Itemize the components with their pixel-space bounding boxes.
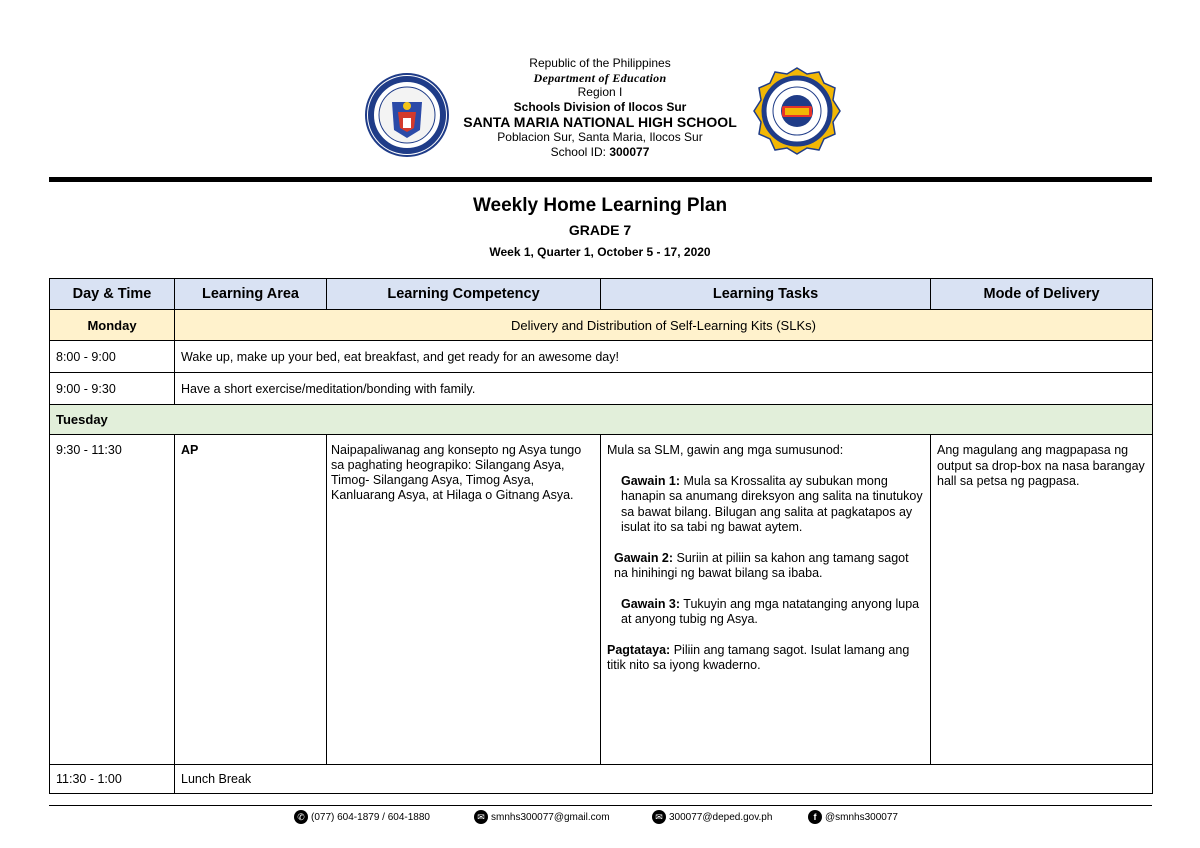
header-mode-of-delivery: Mode of Delivery <box>931 279 1153 310</box>
header-divider <box>49 177 1152 182</box>
day-monday: Monday <box>50 310 175 341</box>
footer-facebook: f @smnhs300077 <box>808 810 898 824</box>
deped-seal-icon <box>364 72 450 158</box>
tasks-intro: Mula sa SLM, gawin ang mga sumusunod: <box>607 443 844 457</box>
learning-area-cell: AP <box>175 435 327 765</box>
table-header-row <box>50 279 1153 310</box>
header-school-name: SANTA MARIA NATIONAL HIGH SCHOOL <box>463 114 737 130</box>
time-cell: 9:30 - 11:30 <box>50 435 175 765</box>
task-pagtataya: Pagtataya: Piliin ang tamang sagot. Isulat lamang ang titik nito sa iyong kwaderno. <box>607 642 910 672</box>
activity-cell: Have a short exercise/meditation/bonding with family. <box>175 373 1153 405</box>
monday-activity: Delivery and Distribution of Self-Learning Kits (SLKs) <box>175 310 1153 341</box>
week-label: Week 1, Quarter 1, October 5 - 17, 2020 <box>489 245 711 259</box>
letterhead <box>0 52 1200 177</box>
header-learning-competency: Learning Competency <box>327 279 601 310</box>
school-logo-icon <box>752 66 842 156</box>
task-gawain-3: Gawain 3: Tukuyin ang mga natatanging anyong lupa at anyong tubig ng Asya. <box>621 596 920 626</box>
header-day-time: Day & Time <box>50 279 175 310</box>
task-gawain-2: Gawain 2: Suriin at piliin sa kahon ang tamang sagot na hinihingi ng bawat bilang sa ibaba. <box>614 550 909 580</box>
header-learning-area: Learning Area <box>175 279 327 310</box>
activity-cell: Wake up, make up your bed, eat breakfast, and get ready for an awesome day! <box>175 341 1153 373</box>
time-cell: 11:30 - 1:00 <box>50 765 175 794</box>
footer-deped-email: ✉ 300077@deped.gov.ph <box>652 810 772 824</box>
time-cell: 9:00 - 9:30 <box>50 373 175 405</box>
table-row <box>50 341 1153 373</box>
header-address: Poblacion Sur, Santa Maria, Ilocos Sur <box>497 130 703 144</box>
deped-mail-icon: ✉ <box>652 810 666 824</box>
school-id-value: 300077 <box>609 144 650 159</box>
header-department: Department of Education <box>533 70 667 85</box>
header-republic: Republic of the Philippines <box>529 56 671 70</box>
page-title: Weekly Home Learning Plan <box>472 195 728 216</box>
table-row-ap <box>50 435 1153 765</box>
header-division: Schools Division of Ilocos Sur <box>513 99 687 114</box>
learning-plan-table <box>49 278 1153 794</box>
time-cell: 8:00 - 9:00 <box>50 341 175 373</box>
header-school-id: School ID: 300077 <box>550 144 650 159</box>
activity-cell: Lunch Break <box>175 765 1153 794</box>
footer-contacts <box>0 810 1200 830</box>
day-tuesday: Tuesday <box>50 405 1153 435</box>
email-icon: ✉ <box>474 810 488 824</box>
footer-phone: ✆ (077) 604-1879 / 604-1880 <box>294 810 430 824</box>
learning-competency-cell: Naipapaliwanag ang konsepto ng Asya tungo sa paghating heograpiko: Silangang Asya, Timog- Silangang Asya, Timog Asya, Kanluarang Asya, at Hilaga o Gitnang Asya. <box>327 435 601 765</box>
table-row <box>50 373 1153 405</box>
plan-title-block <box>0 194 1200 261</box>
phone-icon: ✆ <box>294 810 308 824</box>
header-learning-tasks: Learning Tasks <box>601 279 931 310</box>
grade-label: GRADE 7 <box>568 222 632 238</box>
table-row-lunch <box>50 765 1153 794</box>
learning-tasks-cell <box>601 435 931 765</box>
task-gawain-1: Gawain 1: Mula sa Krossalita ay subukan mong hanapin sa anumang direksyon ang salita na tinutukoy sa bawat bilang. Bilugan ang salita at pagkatapos ay isulat ito sa tabi ng bawat aytem. <box>621 473 923 534</box>
footer-divider <box>49 805 1152 806</box>
facebook-icon: f <box>808 810 822 824</box>
table-row-tuesday <box>50 405 1153 435</box>
footer-email: ✉ smnhs300077@gmail.com <box>474 810 610 824</box>
mode-of-delivery-cell: Ang magulang ang magpapasa ng output sa drop-box na nasa barangay hall sa petsa ng pagpasa. <box>931 435 1153 765</box>
header-region: Region I <box>577 85 623 99</box>
table-row-monday <box>50 310 1153 341</box>
